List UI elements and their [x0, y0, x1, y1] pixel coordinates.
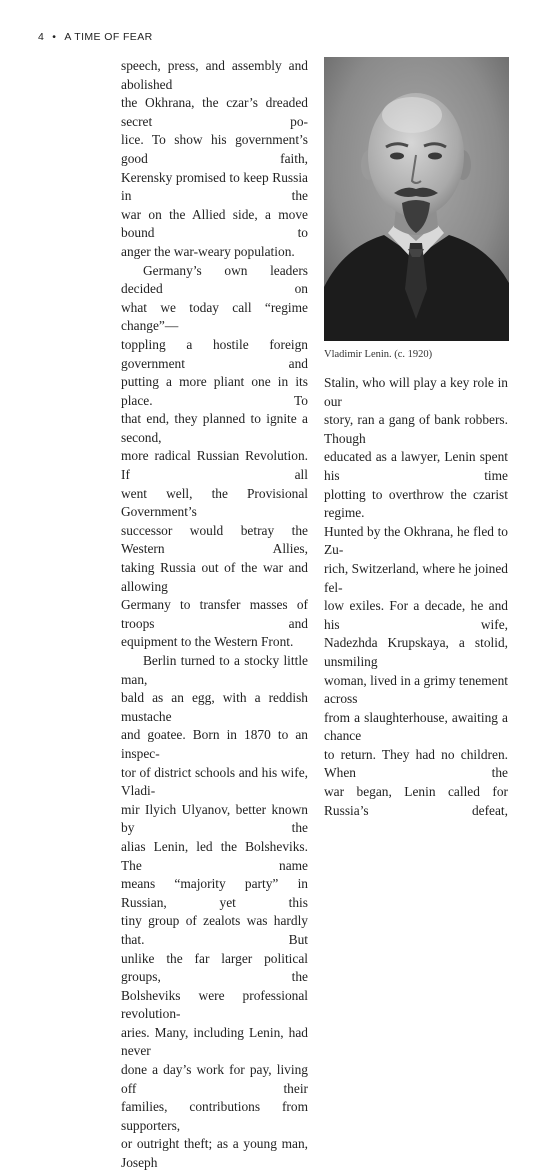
text-line: went well, the Provisional Government’s	[121, 485, 308, 520]
text-line: story, ran a gang of bank robbers. Though	[324, 412, 508, 446]
text-line: Germany to transfer masses of troops and	[121, 597, 308, 631]
text-line: from a slaughterhouse, awaiting a chance	[324, 709, 508, 744]
text-line: or outright theft; as a young man, Joseph	[121, 1136, 308, 1171]
text-line: toppling a hostile foreign government and	[121, 336, 308, 371]
text-line: woman, lived in a grimy tenement across	[324, 672, 508, 707]
text-line: Hunted by the Okhrana, he fled to Zu-	[324, 523, 508, 558]
paragraph-continued	[121, 57, 308, 262]
page-number: 4	[38, 31, 45, 43]
text-line: bald as an egg, with a reddish mustache	[121, 690, 308, 724]
text-line: more radical Russian Revolution. If all	[121, 448, 308, 483]
paragraph-regime-change	[121, 262, 308, 652]
running-head	[38, 31, 153, 43]
text-line: mir Ilyich Ulyanov, better known by the	[121, 801, 308, 836]
text-line: and goatee. Born in 1870 to an inspec-	[121, 727, 308, 761]
text-line: successor would betray the Western Allies,	[121, 522, 308, 557]
text-line: Stalin, who will play a key role in our	[324, 375, 508, 409]
text-line: rich, Switzerland, where he joined fel-	[324, 560, 508, 595]
text-line: what we today call “regime change”—	[121, 299, 308, 334]
text-line: war on the Allied side, a move bound to	[121, 206, 308, 241]
text-line: families, contributions from supporters,	[121, 1099, 308, 1133]
text-line: means “majority party” in Russian, yet this	[121, 876, 308, 910]
text-line: alias Lenin, led the Bolsheviks. The name	[121, 838, 308, 873]
text-line: anger the war-weary population.	[121, 243, 295, 259]
text-line: Germany’s own leaders decided on	[121, 262, 308, 297]
text-line: educated as a lawyer, Lenin spent his time	[324, 449, 508, 483]
text-line: lice. To show his government’s good faith,	[121, 132, 308, 166]
text-line: tor of district schools and his wife, Vladi-	[121, 764, 308, 799]
right-text-column	[324, 374, 508, 820]
text-line: unlike the far larger political groups, the	[121, 950, 308, 985]
header-separator: •	[52, 31, 57, 43]
text-line: tiny group of zealots was hardly that. But	[121, 913, 308, 947]
text-line: equipment to the Western Front.	[121, 634, 294, 650]
text-line: war began, Lenin called for Russia’s defeat,	[324, 784, 508, 818]
book-title: A TIME OF FEAR	[64, 31, 153, 43]
text-line: done a day’s work for pay, living off their	[121, 1062, 308, 1096]
text-line: speech, press, and assembly and abolished	[121, 58, 308, 92]
lenin-portrait-photo	[324, 57, 509, 341]
text-line: to return. They had no children. When the	[324, 746, 508, 781]
text-line: low exiles. For a decade, he and his wife,	[324, 598, 508, 632]
text-line: the Okhrana, the czar’s dreaded secret po-	[121, 95, 308, 129]
text-line: that end, they planned to ignite a second,	[121, 411, 308, 445]
text-line: Berlin turned to a stocky little man,	[121, 653, 308, 687]
text-line: taking Russia out of the war and allowing	[121, 560, 308, 594]
text-line: Nadezhda Krupskaya, a stolid, unsmiling	[324, 635, 508, 669]
text-line: putting a more pliant one in its place. To	[121, 374, 308, 408]
text-line: aries. Many, including Lenin, had never	[121, 1024, 308, 1059]
photo-caption: Vladimir Lenin. (c. 1920)	[324, 349, 433, 360]
text-line: plotting to overthrow the czarist regime.	[324, 486, 508, 521]
paragraph-continued-right	[324, 374, 508, 820]
left-text-column	[121, 57, 308, 1173]
portrait-illustration	[324, 57, 509, 341]
paragraph-lenin	[121, 652, 308, 1173]
text-line: Bolsheviks were professional revolution-	[121, 987, 308, 1022]
text-line: Kerensky promised to keep Russia in the	[121, 169, 308, 204]
